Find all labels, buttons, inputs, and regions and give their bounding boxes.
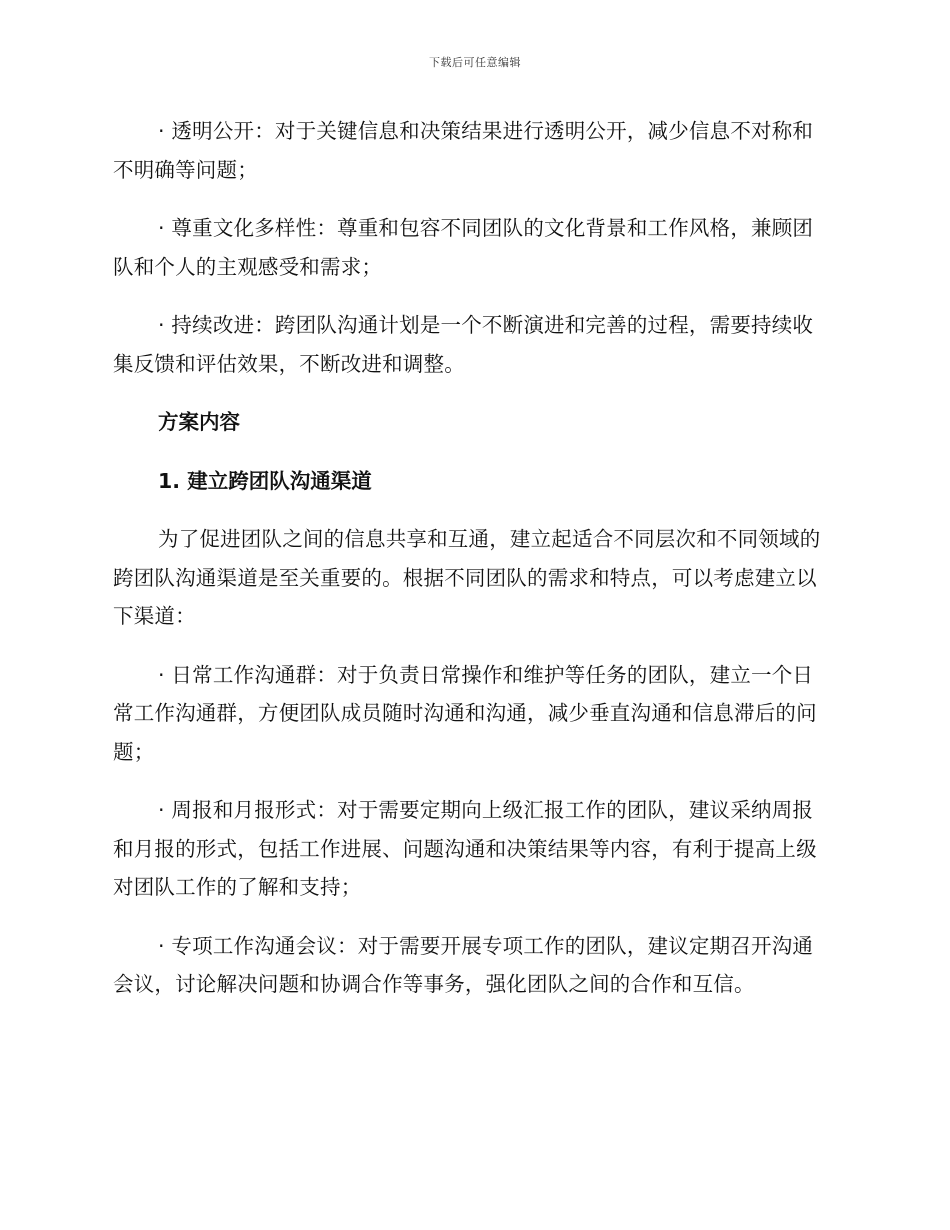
subsection-heading-channels: 1. 建立跨团队沟通渠道 — [158, 468, 372, 493]
paragraph-weekly-monthly-report: · 周报和月报形式：对于需要定期向上级汇报工作的团队，建议采纳周报和月报的形式，包括工作进展、问题沟通和决策结果等内容，有利于提高上级对团队工作的了解和支持； — [113, 798, 817, 899]
paragraph-cultural-diversity: · 尊重文化多样性：尊重和包容不同团队的文化背景和工作风格，兼顾团队和个人的主观感受和需求； — [113, 216, 814, 279]
paragraph-continuous-improvement: · 持续改进：跨团队沟通计划是一个不断演进和完善的过程，需要持续收集反馈和评估效果，不断改进和调整。 — [113, 313, 814, 376]
page-header-note: 下载后可任意编辑 — [429, 56, 521, 69]
paragraph-transparency: · 透明公开：对于关键信息和决策结果进行透明公开，减少信息不对称和不明确等问题； — [113, 119, 814, 182]
paragraph-daily-group: · 日常工作沟通群：对于负责日常操作和维护等任务的团队，建立一个日常工作沟通群，方便团队成员随时沟通和沟通，减少垂直沟通和信息滞后的问题； — [113, 662, 817, 764]
section-heading-plan-content: 方案内容 — [158, 410, 240, 434]
paragraph-channels-intro: 为了促进团队之间的信息共享和互通，建立起适合不同层次和不同领域的跨团队沟通渠道是至关重要的。根据不同团队的需求和特点，可以考虑建立以下渠道： — [113, 527, 821, 628]
document-body — [113, 112, 833, 1024]
paragraph-special-meeting: · 专项工作沟通会议：对于需要开展专项工作的团队，建议定期召开沟通会议，讨论解决问题和协调合作等事务，强化团队之间的合作和互信。 — [113, 933, 814, 996]
